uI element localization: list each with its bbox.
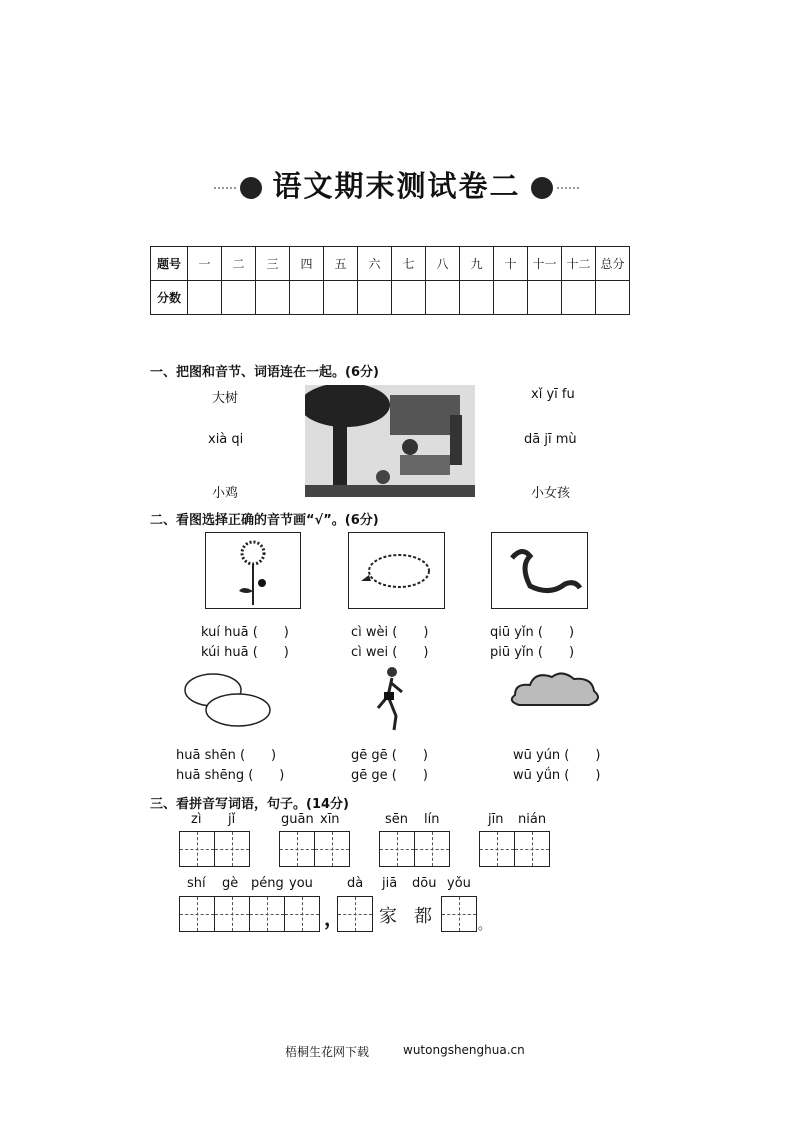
pinyin: gè [222,876,239,891]
peanut-picture [183,668,273,730]
option[interactable]: piū yǐn ( ) [490,645,575,660]
option[interactable]: gē gē ( ) [351,748,428,763]
word-right: dā jī mù [524,432,577,447]
footer-url[interactable]: wutongshenghua.cn [403,1043,525,1057]
courtyard-illustration [305,385,475,497]
score-cell [256,281,290,315]
word-left: 小鸡 [212,486,239,501]
score-cell [324,281,358,315]
writing-grid[interactable] [379,831,450,867]
option[interactable]: wū yún ( ) [513,748,601,763]
pinyin: shí [187,876,206,891]
col-header: 一 [188,247,222,281]
character: 家 [379,906,397,927]
word-right: xǐ yī fu [531,387,575,402]
exam-title [0,164,793,205]
option-pair [351,623,428,663]
word-left: 大树 [212,391,239,406]
cloud-picture [505,670,605,710]
option[interactable]: wū yǘn ( ) [513,768,601,783]
pinyin: yǒu [447,876,471,891]
earthworm-picture [491,532,588,609]
pinyin: jīn [488,812,504,827]
character: 都 [414,906,432,927]
pinyin: dōu [412,876,437,891]
option[interactable]: gē ge ( ) [351,768,428,783]
col-header: 六 [358,247,392,281]
option[interactable]: cì wei ( ) [351,645,429,660]
writing-grid[interactable] [337,896,373,932]
runner-picture [370,666,410,732]
option[interactable]: cì wèi ( ) [351,625,429,640]
pinyin: jiā [382,876,398,891]
col-header: 十一 [528,247,562,281]
section3-heading: 三、看拼音写词语，句子。(14分) [150,797,349,812]
col-header: 七 [392,247,426,281]
score-cell [222,281,256,315]
col-header: 二 [222,247,256,281]
comma: ， [324,906,344,930]
option-pair [490,623,574,663]
option[interactable]: huā shēn ( ) [176,748,277,763]
option-pair [201,623,289,663]
option-pair [351,746,428,786]
col-header: 十 [494,247,528,281]
sunflower-picture [205,532,301,609]
col-header: 四 [290,247,324,281]
option[interactable]: kúi huā ( ) [201,645,289,660]
col-header: 三 [256,247,290,281]
score-table [150,246,630,315]
period: 。 [478,918,492,933]
ornament-right-icon [531,177,553,199]
score-cell [358,281,392,315]
score-cell [188,281,222,315]
col-header: 九 [460,247,494,281]
writing-grid[interactable] [441,896,477,932]
score-cell [426,281,460,315]
pinyin: xīn [320,812,340,827]
title-text: 语文期末测试卷二 [272,169,521,203]
pinyin: péng [251,876,284,891]
pinyin: sēn [385,812,409,827]
table-row [151,281,630,315]
pinyin: zì [191,812,202,827]
pinyin: dà [347,876,364,891]
option[interactable]: huā shēng ( ) [176,768,285,783]
footer-site-name: 梧桐生花网下载 [285,1045,370,1059]
option[interactable]: kuí huā ( ) [201,625,289,640]
pinyin: lín [424,812,440,827]
option-pair [176,746,284,786]
header-label: 题号 [151,247,188,281]
ornament-left-icon [240,177,262,199]
col-header: 十二 [562,247,596,281]
hedgehog-picture [348,532,445,609]
score-cell [494,281,528,315]
row-label: 分数 [151,281,188,315]
score-cell [392,281,426,315]
writing-grid[interactable] [279,831,350,867]
col-header: 五 [324,247,358,281]
pinyin: jǐ [228,812,236,827]
pinyin: nián [518,812,547,827]
score-cell [528,281,562,315]
score-cell [290,281,324,315]
score-cell [596,281,630,315]
pinyin: guān [281,812,314,827]
option[interactable]: qiū yǐn ( ) [490,625,575,640]
word-left: xià qi [208,432,244,447]
col-header: 八 [426,247,460,281]
section2-heading: 二、看图选择正确的音节画“√”。(6分) [150,513,379,528]
writing-grid[interactable] [179,896,320,932]
table-row [151,247,630,281]
section1-heading: 一、把图和音节、词语连在一起。(6分) [150,365,379,380]
score-cell [562,281,596,315]
col-header: 总分 [596,247,630,281]
score-cell [460,281,494,315]
option-pair [513,746,600,786]
writing-grid[interactable] [179,831,250,867]
word-right: 小女孩 [531,486,571,501]
writing-grid[interactable] [479,831,550,867]
pinyin: you [289,876,313,891]
